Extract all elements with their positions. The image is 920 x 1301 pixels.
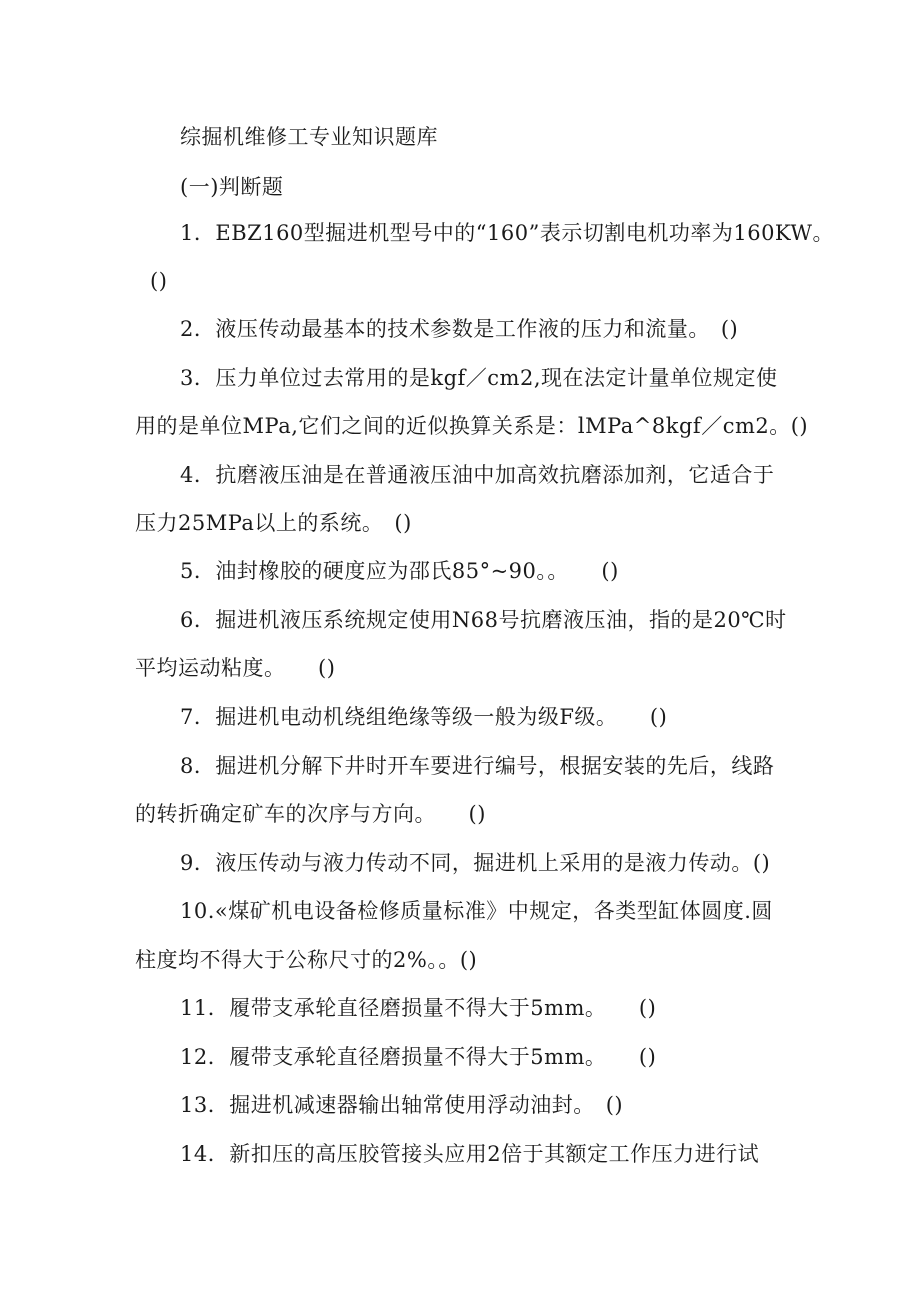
question-line: 7．掘进机电动机绕组绝缘等级一般为级F级。 (): [180, 705, 668, 729]
question-line: 13．掘进机减速器输出轴常使用浮动油封。 (): [180, 1093, 624, 1117]
question-line: 的转折确定矿车的次序与方向。 (): [135, 802, 486, 826]
question-line: 12．履带支承轮直径磨损量不得大于5mm。 (): [180, 1045, 657, 1069]
question-line: 3．压力单位过去常用的是kgf／cm2,现在法定计量单位规定使: [180, 366, 778, 390]
question-line: 11．履带支承轮直径磨损量不得大于5mm。 (): [180, 996, 657, 1020]
question-line: 9．液压传动与液力传动不同，掘进机上采用的是液力传动。(): [180, 851, 771, 875]
question-line: 平均运动粘度。 (): [135, 656, 336, 680]
question-line: 用的是单位MPa,它们之间的近似换算关系是：lMPa^8kgf／cm2。(): [135, 414, 809, 438]
document-title: 综掘机维修工专业知识题库: [180, 125, 438, 149]
question-line: 6．掘进机液压系统规定使用N68号抗磨液压油，指的是20℃时: [180, 608, 787, 632]
question-line: 10.«煤矿机电设备检修质量标准》中规定，各类型缸体圆度.圆: [180, 899, 773, 923]
question-line: 5．油封橡胶的硬度应为邵氏85°~90。。 (): [180, 559, 619, 583]
question-line: 1．EBZ160型掘进机型号中的“160”表示切割电机功率为160KW。: [180, 221, 834, 245]
question-line: 14．新扣压的高压胶管接头应用2倍于其额定工作压力进行试: [180, 1142, 760, 1166]
question-line: 8．掘进机分解下井时开车要进行编号，根据安装的先后，线路: [180, 754, 775, 778]
section-heading: (一)判断题: [180, 175, 284, 199]
question-line: 4．抗磨液压油是在普通液压油中加高效抗磨添加剂，它适合于: [180, 463, 775, 487]
question-line: 2．液压传动最基本的技术参数是工作液的压力和流量。 (): [180, 317, 739, 341]
question-line: (): [150, 269, 168, 293]
question-line: 柱度均不得大于公称尺寸的2%。。(): [135, 948, 478, 972]
question-line: 压力25MPa以上的系统。 (): [135, 511, 412, 535]
